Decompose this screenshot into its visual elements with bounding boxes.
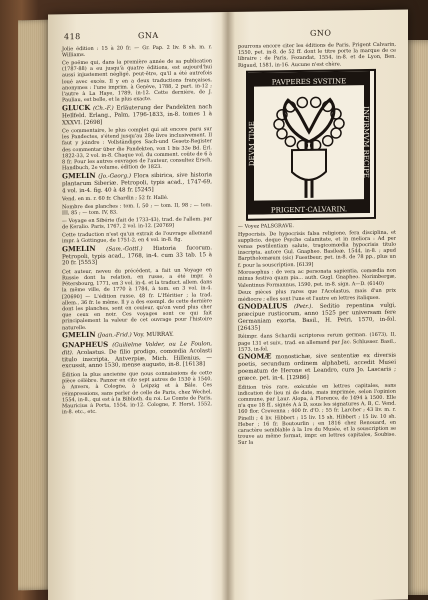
open-book-spread — [48, 9, 408, 600]
entry-reference: [5245] — [135, 186, 154, 194]
entry-author: (Guilielme Volder, ou Le Foulon, dit). — [62, 340, 212, 356]
bibliographic-entry — [62, 244, 212, 268]
entry-headword: GNOMÆ — [238, 351, 272, 362]
entry-note: Ce commentaire, le plus complet qui ait encore paru sur les Pandectes, s'étend jusqu'au 28e livre inclusivement. Il faut y joindre : Vollständiges Sach-und Gesetz-Register des commentar über die Pandekten, von 1 bis 33e Bd. Erl. 1822-33, 2 vol. in-8. Chaque vol. du comment. coûte de 6 à 8 fr. Pour les autres ouvrages de l'auteur, consultez Ersch, Handbuch, 2e volume, édition de 1823. — [62, 126, 212, 172]
bibliographic-entry — [62, 171, 212, 195]
entry-note: — Voyage en Sibérie (fait de 1733-43), trad. de l'allem. par de Keralio. Paris, 1767, 2 vol. in-12. [20769] — [62, 216, 212, 231]
entry-note: Ce poëme qui, dans la première année de sa publication (1787-88) a eu jusqu'à quatre éditions, est aujourd'hui aussi injustement négligé, peut-être, qu'il a été autrefois loué avec excès. Il y en a deux traductions françaises, anonymes : l'une imprim. à Genève, 1788, 2 part. in-12 ; l'autre à La Haye, 1789, in-12. Cette dernière, de J. Pauliau, est belle, et la plus exacte. — [62, 58, 212, 104]
woodcut-illustration — [248, 71, 370, 215]
printer-mark-woodcut — [246, 69, 376, 221]
entry-note: pourrons encore citer les éditions de Paris, Prigent Calvarin, 1550, pet. in-8. de 52 ff. dont le titre porte la marque de ce libraire ; de Paris, Fezandat, 1554, in-8. et de Lyon, Ben. Rigaud, 1581, in-16. Aucune n'est chère. — [238, 41, 396, 69]
entry-note: Vend. en m. r. 60 fr. Chardin ; 52 fr. Hallé. — [62, 195, 169, 203]
entry-reference: [5553] — [78, 260, 98, 267]
entry-note: Morosophus : de vera ac personata sapientia, comœdia non minus festiva quam pia... auth. Gugl. Gnapheo. Norimbergæ, Valentinus Formannus, 1590, pet. in-8. sign. A—D. (6140) — [238, 267, 396, 289]
entry-text: Acolastus. De filio prodigo, comœdia Acolasti titulo inscripta. Antverpiæ, Mich. Hillenius, — excussit, anno 1530, mense augusto, in-8. — [62, 347, 213, 370]
entry-reference: [16138] — [182, 361, 205, 369]
entry-reference: [26435] — [238, 325, 261, 332]
entry-note: Jolie édition : 15 à 20 fr. — Gr. Pap. 2 liv. 8 sh. m. r. Williams. — [62, 44, 212, 59]
entry-headword: GMELIN — [62, 330, 96, 340]
bibliographic-entry — [238, 352, 396, 383]
entry-note: Nombre des planches : tom. I, 50 ; — tom. II, 98 ; — tom. III, 85 ; — tom. IV, 83. — [62, 202, 212, 217]
running-head-left: GNA — [138, 30, 159, 41]
entry-text: Seditio repentina vulgi, præcipue rusticorum, anno 1525 per universam fere Germaniam exorta. Basil., H. Petri, 1570, in-fol. — [238, 302, 397, 325]
entry-author: (Ch.-F.) — [92, 105, 114, 112]
entry-headword: GMELIN — [62, 243, 96, 253]
entry-author: (Sam.-Gottl.) — [106, 245, 143, 253]
entry-author: (Jo.-Georg.) — [98, 173, 132, 180]
entry-reference: [2698] — [83, 119, 103, 126]
woodcut-motto-top: PAVPERES SVSTINE — [271, 77, 347, 87]
entry-text: Erläuterung der Pandekten nach Hellfeld. Erlang., Palm, 1796-1833, in-8. tomes 1 à XXXVI. — [62, 104, 213, 126]
entry-note: Cet auteur, neveu du précédent, a fait un Voyage en Russie dont la relation, en russe, a été impr. à Pétersbourg, 1771, en 3 vol. in-4. et la traduct. allem. dans la même ville, de 1770 à 1784, à tom. en 3 vol. in-4. [20690] — L'édition russe, 48 fr. L'Héritier ; la trad. allem., 36 fr. le même. Il y a des exempl. de cette dernière dont les planches, sont en couleur, qu'on vend plus cher que ceux en noir. Ces voyages sont ce qui fait principalement la valeur de cet ouvrage pour l'histoire naturelle. — [62, 267, 212, 331]
entry-headword: GNAPHEUS — [62, 339, 109, 350]
bibliographic-entry — [62, 103, 212, 127]
right-text-column — [238, 42, 396, 448]
entry-text: Flora sibirica, sive historia plantarum Siberiæ. Petropoli, typis acad., 1747-69, 4 vol. in-4. fig. 40 à 48 fr. — [62, 172, 213, 195]
left-text-column — [62, 44, 212, 417]
page-number: 418 — [64, 32, 81, 42]
entry-author: (Joan.-Frid.) — [97, 332, 132, 340]
woodcut-motto-right: INFIRMVM RECIPE — [362, 105, 370, 178]
entry-note: Hypocrisis. De hypocrisis falsa religione, fera disciplina, et supplicio, deque Psyche calamitate, et in meliora : Ad per venas pestilentiam salute, tragicomœdia hypocrisis titulo inscripta, autore Gul. Gnapheo. Basileæ, 1544, in-8. ; apud Barptholomæum (sic) Fuestbeur, pet. in-8. de 78 pp., plus un f. pour la souscription. [6139] — [238, 229, 396, 269]
shield-emblem — [292, 149, 326, 179]
bibliographic-entry — [238, 302, 396, 333]
entry-note: Cette traduction n'est qu'un extrait de l'ouvrage allemand impr. à Gottingue, de 1751-2, en 4 vol. in-8. fig. — [62, 229, 212, 245]
entry-headword: GLUCK — [62, 102, 91, 113]
entry-text: Historia fucorum. Petropoli, typis acad., 1768, in-4. cum 33 tab. 15 à 20 fr. — [62, 244, 213, 267]
entry-author: (Petr.). — [293, 304, 314, 311]
entry-note: Réimpr. dans Schardii scriptores rerum german. (1673), II, page 131 et suiv., trad. en allemand par Jac. Schlusser. Basil., 1573, in-fol. — [238, 332, 396, 353]
book-gutter — [221, 12, 235, 600]
entry-text: Voy. MURRAY. — [133, 332, 174, 339]
woodcut-motto-left: DEVM TIME — [248, 120, 256, 166]
entry-note: Deux pièces plus rares que l'Acolastus, mais d'un prix médiocre ; elles sont l'une et l'autre en lettres italiques. — [238, 287, 396, 303]
entry-text: monostichæ, sive sententiæ ex diversis poetis, secundum ordinem alphabeti, accedit Musei poematum de Herone et Leandro, cura Jo. Lascaris ; græce. pet. in-4. — [238, 353, 397, 383]
entry-headword: GNODALIUS — [238, 301, 288, 312]
entry-reference: [12986] — [286, 375, 309, 382]
entry-note: Édition la plus ancienne que nous connaissions de cette pièce célèbre. Panzer en cite sept autres de 1530 à 1540, à Anvers, à Cologne, à Leipzig et à Bâle. Ces réimpressions, sans parler de celle de Paris, chez Wechel, 1554, in-8., qui est à la Biblioth. du roi. Le Comte de Paris, Mauricius à Porta, 1554, in-12. Cologne, F. Horst, 1552, in-8. etc., etc. — [62, 370, 212, 416]
entry-note: — Voyez PALSGRAVE. — [238, 222, 294, 230]
entry-note: Édition très rare, exécutée en lettres capitales, sans indication de lieu ni de date, mais imprimée, selon l'opinion commune, par Laur. Alopa, à Florence, de 1494 à 1500. Elle n'a que 18 ff., signés A à D, sous les signatures A, B, C. Vend. 160 flor. Crevenna ; 400 fr. d'O. ; 55 fr. Larcher ; 43 liv. m. r. Pinelli ; 4 liv. Hibbert ; 15 liv. 15 sh. Hibbert ; 15 liv. 10 sh. Heber ; 16 fr. Boutourlin ; en 1816 chez Renouard, en caractère semblable à la 1re du Musée, et la souscription se trouve au même format, impr. en lettres capitales, Soubise. Sur la — [238, 382, 396, 447]
woodcut-motto-bottom: PRIGENT·CALVARIN. — [270, 205, 348, 215]
running-head-right: GNO — [310, 28, 332, 38]
entry-headword: GMELIN — [62, 170, 96, 181]
bibliographic-entry — [62, 340, 212, 371]
